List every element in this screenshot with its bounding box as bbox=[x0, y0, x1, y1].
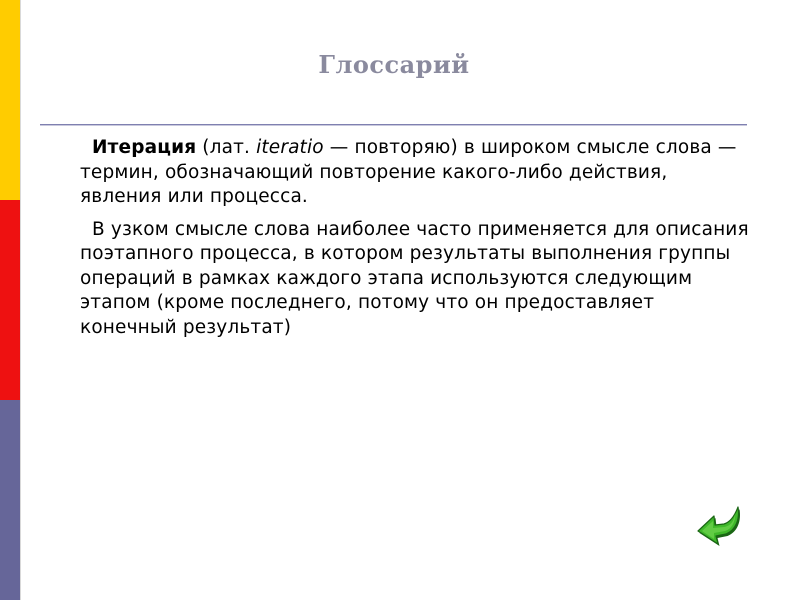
curved-back-arrow-icon[interactable] bbox=[694, 503, 744, 551]
definition-paragraph bbox=[80, 136, 750, 210]
definition-text-lead: (лат. bbox=[196, 137, 257, 158]
slide-title: Глоссарий bbox=[318, 50, 470, 79]
left-stripe-blue bbox=[0, 400, 20, 600]
left-stripe-yellow bbox=[0, 0, 20, 200]
stripe-edge-line bbox=[20, 0, 21, 600]
latin-word: iteratio bbox=[256, 137, 324, 158]
definition-text: — повторяю) в широком смысле слова — термин, обозначающий повторение какого-либо действия, явления или процесса. bbox=[80, 137, 737, 207]
title-divider bbox=[40, 124, 747, 126]
title-divider-light bbox=[40, 125, 747, 126]
narrow-meaning-paragraph: В узком смысле слова наиболее часто применяется для описания поэтапного процесса, в котором результаты выполнения группы операций в рамках каждого этапа используются следующим этапом (кроме последнего, потому что он предоставляет конечный результат) bbox=[80, 218, 749, 338]
glossary-term: Итерация bbox=[92, 137, 197, 158]
slide-body bbox=[80, 136, 750, 340]
left-stripe-red bbox=[0, 200, 20, 400]
